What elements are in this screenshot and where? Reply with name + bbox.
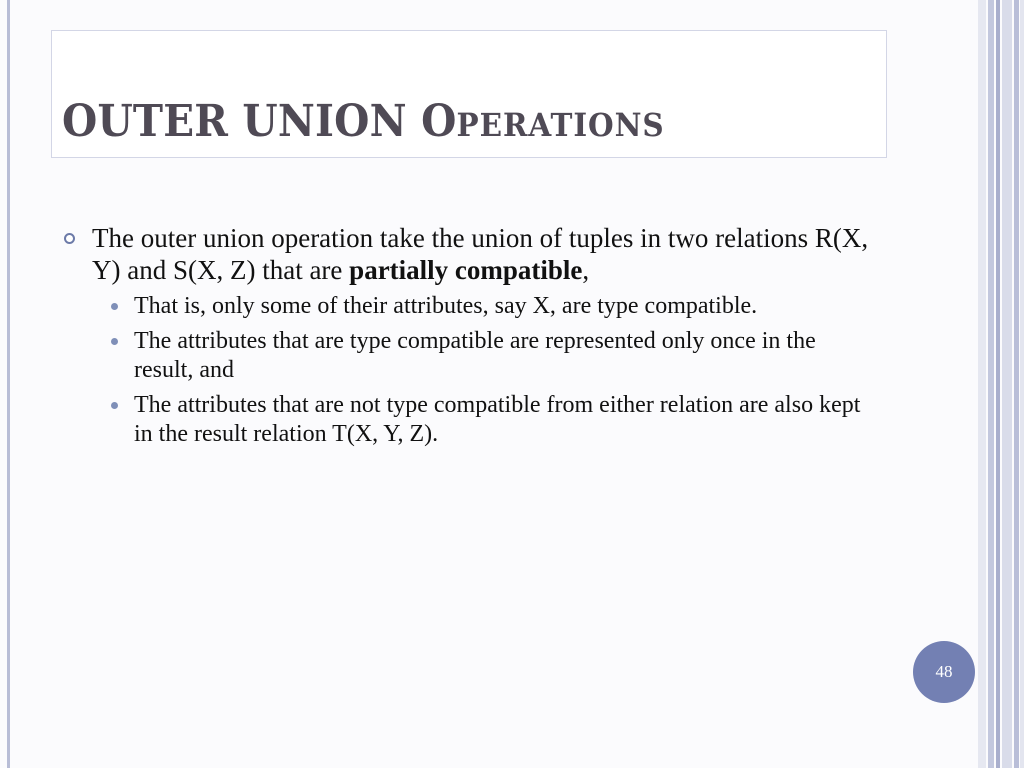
bullet-dot-icon <box>111 402 118 409</box>
title-caps: OUTER UNION O <box>62 96 457 147</box>
sub-bullet <box>64 292 874 321</box>
bullet-dot-icon <box>111 303 118 310</box>
page-number-badge: 48 <box>913 641 975 703</box>
sub-bullet-text: The attributes that are not type compatible from either relation are also kept in the result relation T(X, Y, Z). <box>134 392 861 447</box>
sub-bullet-list <box>64 292 874 449</box>
right-decorative-stripes <box>978 0 1024 768</box>
sub-bullet-text: That is, only some of their attributes, say X, are type compatible. <box>134 293 758 319</box>
sub-bullet <box>64 327 874 385</box>
bullet-dot-icon <box>111 338 118 345</box>
title-smallcaps: PERATIONS <box>456 106 665 144</box>
bullet-ring-icon <box>64 233 75 244</box>
main-bullet-bold: partially compatible <box>349 255 583 285</box>
sub-bullet-text: The attributes that are type compatible are represented only once in the result, and <box>134 328 816 383</box>
main-bullet-suffix: , <box>582 255 590 285</box>
slide-title <box>62 96 665 147</box>
sub-bullet <box>64 391 874 449</box>
left-decorative-stripe <box>7 0 10 768</box>
main-bullet <box>64 222 874 286</box>
main-bullet-text: The outer union operation take the union of tuples in two relations R(X, Y) and S(X, Z) that are <box>92 223 869 285</box>
slide-body <box>64 222 874 455</box>
